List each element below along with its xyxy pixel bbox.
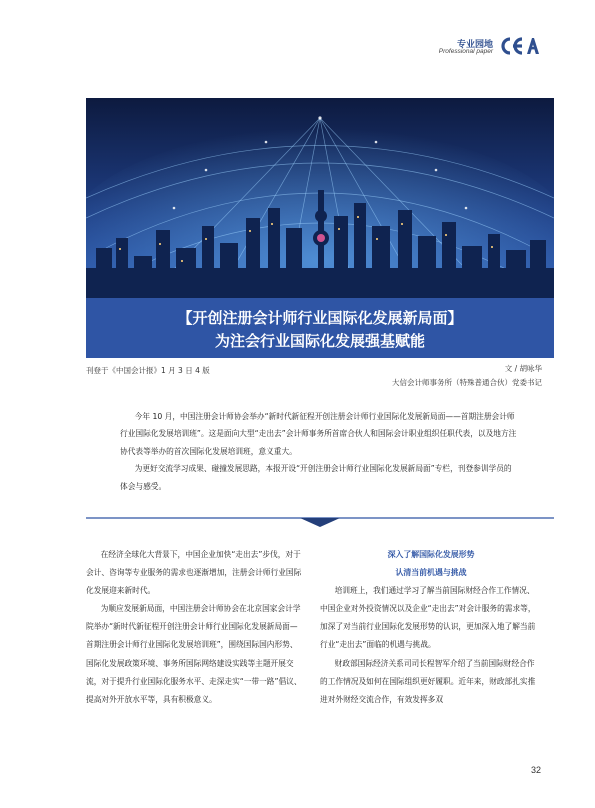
page-number: 32 — [530, 765, 541, 775]
body-paragraph: 财政部国际经济关系司司长程智军介绍了当前国际财经合作的工作情况及如何在国际组织更好履职。近年来，财政部扎实推进对外财经交流合作，有效发挥多双 — [320, 658, 536, 704]
section-divider — [86, 517, 554, 527]
body-left-column — [86, 546, 304, 709]
hero-image — [86, 98, 554, 358]
cicpa-logo — [499, 34, 541, 58]
section-subtitle: Professional paper — [438, 48, 493, 55]
body-paragraph: 在经济全球化大背景下，中国企业加快“走出去”步伐，对于会计、咨询等专业服务的需求也逐渐增加，注册会计师行业国际化发展迎来新时代。 — [86, 550, 302, 596]
author-byline: 文 / 胡咏华 — [504, 364, 542, 373]
page-header — [0, 0, 595, 98]
subheading-line1: 深入了解国际化发展形势 — [387, 550, 475, 559]
editor-intro — [120, 408, 518, 495]
article-title-line2: 为注会行业国际化发展强基赋能 — [214, 332, 425, 350]
author-organization: 大信会计师事务所（特殊普通合伙）党委书记 — [392, 378, 542, 387]
body-paragraph: 培训班上，我们通过学习了解当前国际财经合作工作情况、中国企业对外投资情况以及企业“走出去”对会计服务的需求等，加深了对当前行业国际化发展形势的认识，更加深入地了解当前行业“走出去”面临的机遇与挑战。 — [320, 586, 536, 650]
intro-paragraph: 为更好交流学习成果、碰撞发展思路，本报开设“开创注册会计师行业国际化发展新局面”专栏，刊登参训学员的体会与感受。 — [120, 464, 512, 491]
section-title: 专业园地 — [456, 40, 493, 50]
intro-paragraph: 今年 10 月，中国注册会计师协会举办“新时代新征程开创注册会计师行业国际化发展新局面——首期注册会计师行业国际化发展培训班”。这是面向大型“走出去”会计师事务所首席合伙人和国际会计职业组织任职代表，以及地方注协代表等举办的首次国际化发展培训班，意义重大。 — [120, 412, 517, 456]
body-right-column — [320, 546, 542, 709]
publication-source: 刊登于《中国会计报》1 月 3 日 4 版 — [86, 366, 210, 375]
body-paragraph: 为顺应发展新局面，中国注册会计师协会在北京国家会计学院举办“新时代新征程开创注册会计师行业国际化发展新局面— 首期注册会计师行业国际化发展培训班”，围绕国际国内形势、国际化发展政策环境、事务所国际网络建设实践等主题开展交流，对于提升行业国际化服务水平、走深走实“一带一路”倡议、提高对外开放水平等，具有积极意义。 — [86, 604, 302, 704]
article-title-line1: 【开创注册会计师行业国际化发展新局面】 — [177, 309, 463, 327]
subheading-line2: 认清当前机遇与挑战 — [395, 568, 467, 578]
